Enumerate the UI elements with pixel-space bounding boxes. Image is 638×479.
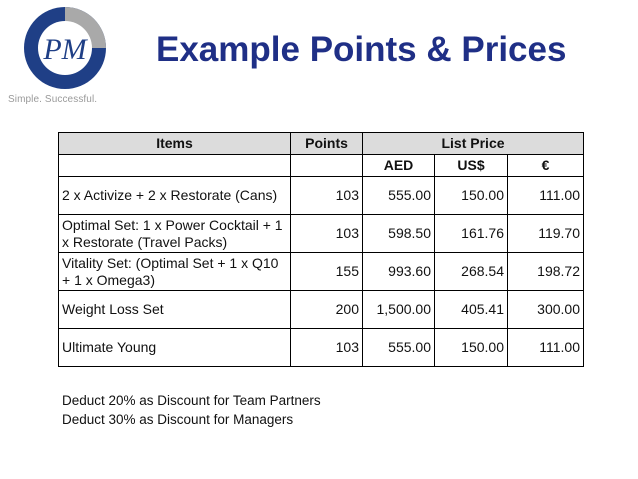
price-aed: 555.00	[363, 329, 435, 367]
table-row	[59, 291, 584, 329]
table-row	[59, 177, 584, 215]
item-points: 155	[291, 253, 363, 291]
header-row	[59, 133, 584, 155]
item-name: Ultimate Young	[59, 329, 291, 367]
logo-initials: PM	[43, 33, 87, 66]
table-row	[59, 253, 584, 291]
pm-logo	[22, 5, 108, 91]
header-points: Points	[291, 133, 363, 155]
discount-note-team-partners: Deduct 20% as Discount for Team Partners	[62, 393, 321, 408]
subheader-usd: US$	[435, 155, 508, 177]
price-aed: 555.00	[363, 177, 435, 215]
item-points: 103	[291, 177, 363, 215]
price-eur: 111.00	[508, 329, 584, 367]
header-list-price: List Price	[363, 133, 584, 155]
subheader-eur: €	[508, 155, 584, 177]
price-table	[58, 132, 584, 367]
price-usd: 150.00	[435, 177, 508, 215]
item-name: Vitality Set: (Optimal Set + 1 x Q10 + 1 x Omega3)	[59, 253, 291, 291]
discount-notes	[62, 393, 321, 431]
table-row	[59, 329, 584, 367]
price-aed: 598.50	[363, 215, 435, 253]
item-points: 200	[291, 291, 363, 329]
price-usd: 150.00	[435, 329, 508, 367]
subheader-empty	[291, 155, 363, 177]
subheader-empty	[59, 155, 291, 177]
item-name: Weight Loss Set	[59, 291, 291, 329]
page-title: Example Points & Prices	[156, 30, 567, 69]
price-aed: 1,500.00	[363, 291, 435, 329]
price-usd: 405.41	[435, 291, 508, 329]
price-usd: 161.76	[435, 215, 508, 253]
item-name: Optimal Set: 1 x Power Cocktail + 1 x Restorate (Travel Packs)	[59, 215, 291, 253]
price-aed: 993.60	[363, 253, 435, 291]
subheader-aed: AED	[363, 155, 435, 177]
subheader-row	[59, 155, 584, 177]
price-eur: 300.00	[508, 291, 584, 329]
price-eur: 119.70	[508, 215, 584, 253]
header-items: Items	[59, 133, 291, 155]
price-eur: 198.72	[508, 253, 584, 291]
table-row	[59, 215, 584, 253]
price-usd: 268.54	[435, 253, 508, 291]
item-points: 103	[291, 215, 363, 253]
item-points: 103	[291, 329, 363, 367]
item-name: 2 x Activize + 2 x Restorate (Cans)	[59, 177, 291, 215]
discount-note-managers: Deduct 30% as Discount for Managers	[62, 412, 294, 427]
logo-tagline: Simple. Successful.	[8, 94, 98, 105]
price-eur: 111.00	[508, 177, 584, 215]
